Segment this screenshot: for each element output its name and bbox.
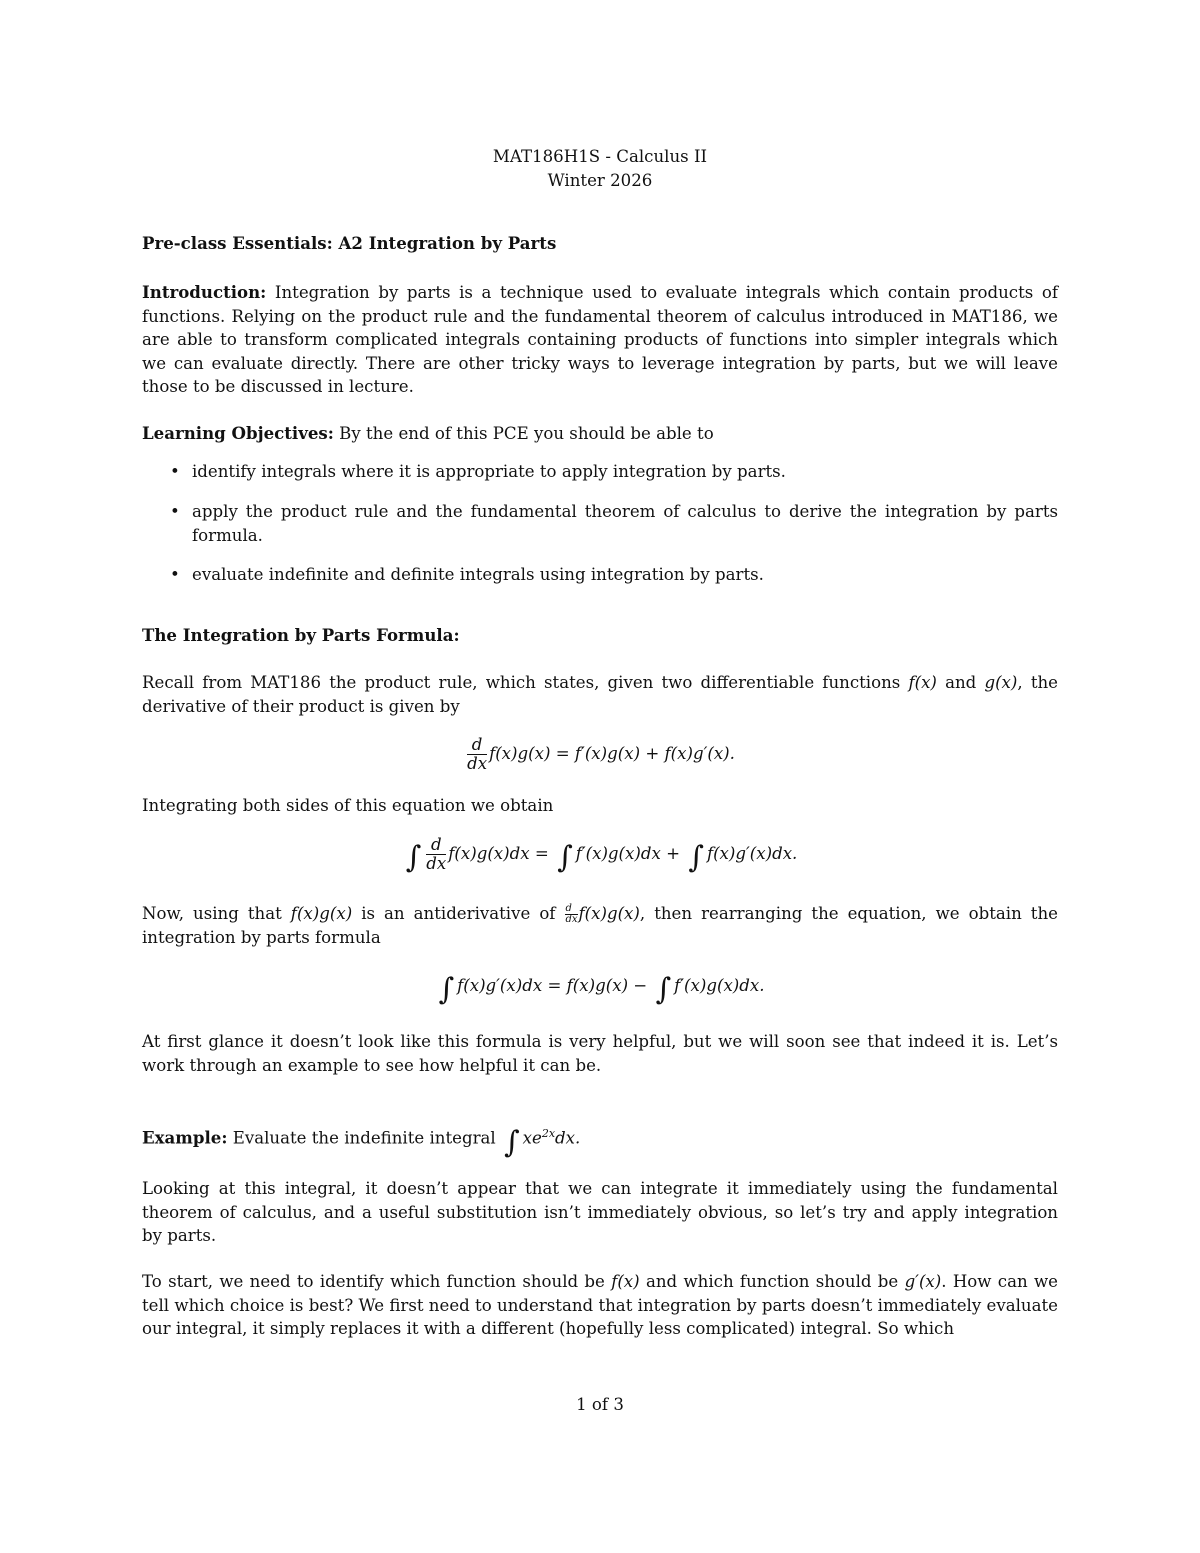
integral-sign: ∫ xyxy=(405,840,422,875)
text-run: Now, using that xyxy=(142,904,282,923)
integral-sign: ∫ xyxy=(504,1124,520,1160)
objectives-paragraph xyxy=(142,422,1058,446)
example-integrand: xe xyxy=(522,1128,542,1148)
page-number xyxy=(0,1395,1200,1414)
section-title-text: Pre-class Essentials: A2 Integration by Parts xyxy=(142,233,557,253)
list-item-text: identify integrals where it is appropriate to apply integration by parts. xyxy=(192,462,786,481)
integral-sign: ∫ xyxy=(688,840,704,875)
introduction-label: Introduction: xyxy=(142,282,267,302)
derivative-fraction xyxy=(467,736,487,773)
objectives-label: Learning Objectives: xyxy=(142,423,334,443)
bullet-icon: • xyxy=(170,502,180,521)
example-dx: dx. xyxy=(555,1128,581,1148)
math-f: f(x) xyxy=(611,1272,640,1291)
math-fg: f(x)g(x) xyxy=(578,904,640,923)
fraction-numerator: d xyxy=(467,736,487,755)
example-label: Example: xyxy=(142,1127,228,1148)
fraction-numerator: d xyxy=(565,904,577,915)
equation-lhs: f(x)g(x)dx = xyxy=(448,844,555,863)
page-of: of xyxy=(591,1395,609,1414)
integral-sign: ∫ xyxy=(438,972,455,1007)
introduction-text: Integration by parts is a technique used to evaluate integrals which contain products of functions. Relying on the product rule and the fundamental theorem of calculus introduced in MAT186, we are able to transform complicated integrals containing products of functions into simpler integrals which we can evaluate directly. There are other tricky ways to leverage integration by parts, but we will leave those to be discussed in lecture. xyxy=(142,283,1058,396)
looking-paragraph: Looking at this integral, it doesn’t appear that we can integrate it immediately using the fundamental theorem of calculus, and a useful substitution isn’t immediately obvious, so let’s try and apply integration by parts. xyxy=(142,1179,1058,1245)
math-g-prime: g′(x) xyxy=(904,1272,942,1291)
introduction-paragraph xyxy=(142,281,1058,399)
example-text: Evaluate the indefinite integral xyxy=(232,1128,496,1148)
product-rule-equation xyxy=(0,736,1200,773)
objectives-lead: By the end of this PCE you should be able to xyxy=(339,424,714,443)
equation-lhs: f(x)g(x) = xyxy=(489,744,575,763)
list-item xyxy=(170,500,1058,547)
formula-section-heading xyxy=(142,624,1058,648)
integral-sign: ∫ xyxy=(557,840,573,875)
first-glance-paragraph: At first glance it doesn’t look like this formula is very helpful, but we will soon see that indeed it is. Let’s work through an example to see how helpful it can be. xyxy=(142,1032,1058,1075)
fraction-denominator: dx xyxy=(565,914,578,925)
page-current: 1 xyxy=(576,1395,587,1414)
fraction-denominator: dx xyxy=(426,854,447,873)
fraction-numerator: d xyxy=(426,836,446,855)
text-run: is an antiderivative of xyxy=(361,904,556,923)
text-run: and which function should be xyxy=(645,1272,899,1291)
text-run: and xyxy=(945,673,977,692)
list-item xyxy=(170,460,1058,484)
text-run: To start, we need to identify which function should be xyxy=(142,1272,605,1291)
formula-heading-text: The Integration by Parts Formula: xyxy=(142,625,460,645)
equation-term: f(x)g′(x)dx. xyxy=(706,844,798,863)
equation-term: f′(x)g(x)dx + xyxy=(575,844,686,863)
text-run: , then rearranging the equation, we obtain the integration by parts formula xyxy=(142,904,1058,947)
example-statement xyxy=(142,1122,1058,1160)
text-run: . How can we tell which choice is best? We first need to understand that integration by parts doesn’t immediately evaluate our integral, it simply replaces it with a different (hopefully less complicated) integral. So which xyxy=(142,1272,1059,1338)
fraction-denominator: dx xyxy=(467,754,488,773)
example-exponent: 2x xyxy=(541,1127,556,1140)
list-item-text: apply the product rule and the fundamental theorem of calculus to derive the integration by parts formula. xyxy=(192,502,1058,545)
inline-derivative-fraction xyxy=(565,904,577,925)
antiderivative-paragraph xyxy=(142,902,1058,949)
integral-sign: ∫ xyxy=(655,972,672,1007)
to-start-paragraph xyxy=(142,1270,1058,1341)
bullet-icon: • xyxy=(170,565,180,584)
list-item-text: evaluate indefinite and definite integrals using integration by parts. xyxy=(192,565,764,584)
math-f: f(x) xyxy=(908,673,937,692)
integrated-equation xyxy=(0,836,1200,875)
product-rule-paragraph xyxy=(142,671,1058,718)
term: Winter 2026 xyxy=(547,171,653,190)
text-run: , the derivative of their product is given by xyxy=(142,673,1059,716)
bullet-icon: • xyxy=(170,462,180,481)
equation-rhs: f′(x)g(x) + f(x)g′(x). xyxy=(574,744,735,763)
equation-rhs: f′(x)g(x)dx. xyxy=(674,976,765,995)
page-total: 3 xyxy=(613,1395,624,1414)
math-fg: f(x)g(x) xyxy=(290,904,353,923)
parts-formula-equation xyxy=(0,972,1200,1007)
math-g: g(x) xyxy=(984,673,1018,692)
text-run: Recall from MAT186 the product rule, which states, given two differentiable functions xyxy=(142,673,901,692)
course-title: MAT186H1S - Calculus II xyxy=(492,147,708,166)
equation-lhs: f(x)g′(x)dx = f(x)g(x) − xyxy=(457,976,653,995)
section-title xyxy=(142,232,1058,256)
integrating-paragraph: Integrating both sides of this equation we obtain xyxy=(142,796,554,815)
list-item xyxy=(170,563,1058,587)
derivative-fraction xyxy=(426,836,446,873)
